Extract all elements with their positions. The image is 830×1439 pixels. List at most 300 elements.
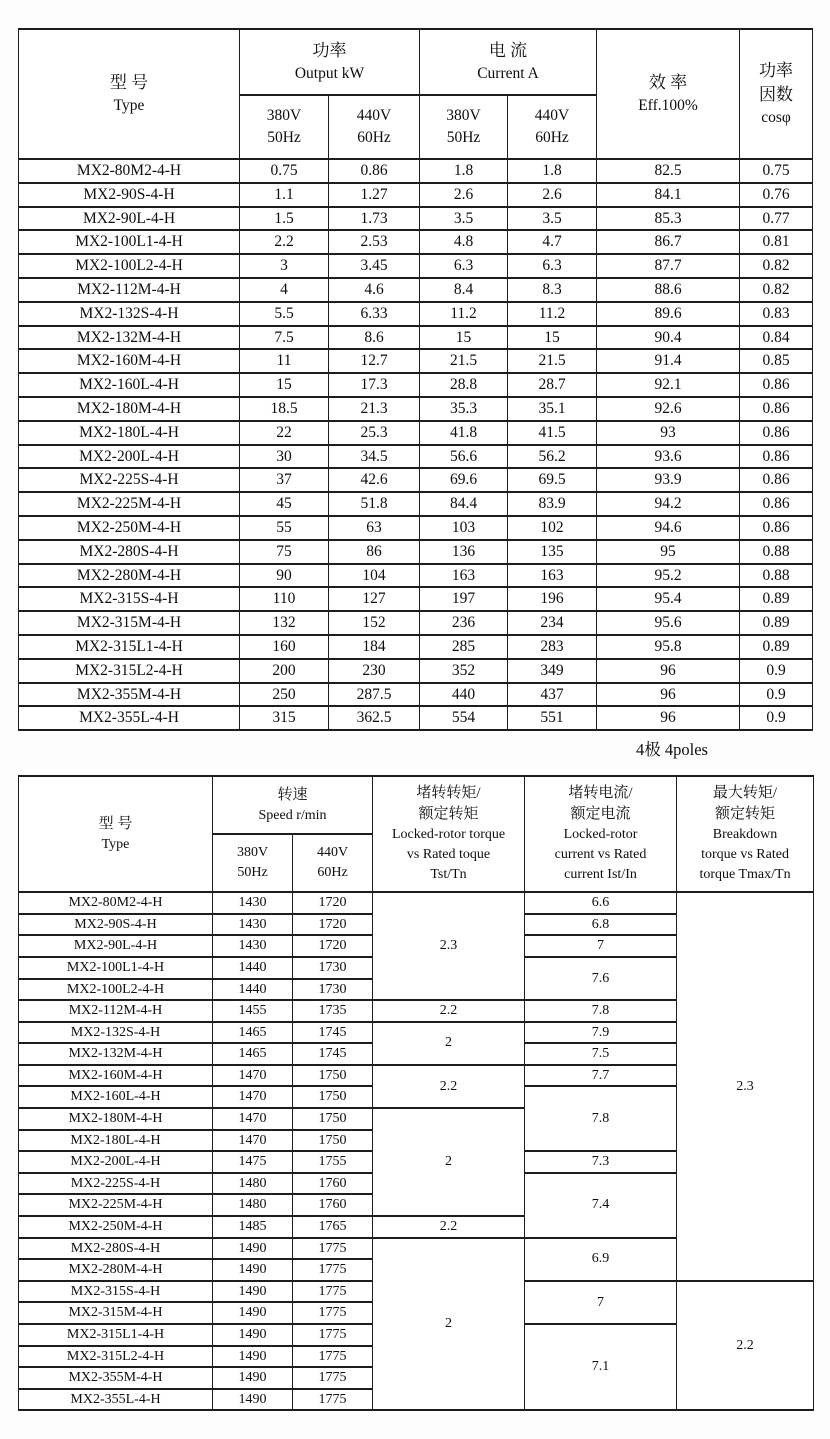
model-cell: MX2-355M-4-H — [19, 683, 240, 707]
ist-in-cell: 7.8 — [525, 1086, 677, 1151]
value-cell: 8.4 — [420, 278, 508, 302]
col-header-locked-rotor-current: 堵转电流/ 额定电流 Locked-rotor current vs Rated current Ist/In — [525, 776, 677, 892]
value-cell: 86 — [329, 540, 420, 564]
speed-torque-table — [18, 775, 814, 1411]
value-cell: 0.82 — [740, 254, 813, 278]
speed-440v-cell: 1750 — [293, 1108, 373, 1130]
ist-in-cell: 7 — [525, 1281, 677, 1324]
value-cell: 92.6 — [597, 397, 740, 421]
value-cell: 21.5 — [508, 349, 597, 373]
value-cell: 2.6 — [420, 183, 508, 207]
model-cell: MX2-200L-4-H — [19, 445, 240, 469]
value-cell: 11.2 — [508, 302, 597, 326]
value-cell: 0.89 — [740, 611, 813, 635]
speed-440v-cell: 1745 — [293, 1022, 373, 1044]
value-cell: 18.5 — [240, 397, 329, 421]
power-current-table-header — [19, 29, 813, 159]
table-row — [19, 349, 813, 373]
value-cell: 6.3 — [420, 254, 508, 278]
value-cell: 3 — [240, 254, 329, 278]
table-row — [19, 207, 813, 231]
value-cell: 197 — [420, 587, 508, 611]
value-cell: 69.6 — [420, 468, 508, 492]
value-cell: 0.89 — [740, 635, 813, 659]
value-cell: 88.6 — [597, 278, 740, 302]
value-cell: 55 — [240, 516, 329, 540]
value-cell: 0.9 — [740, 683, 813, 707]
speed-440v-cell: 1755 — [293, 1151, 373, 1173]
value-cell: 1.27 — [329, 183, 420, 207]
speed-380v-cell: 1465 — [213, 1022, 293, 1044]
speed-380v-cell: 1470 — [213, 1086, 293, 1108]
ist-in-cell: 7.3 — [525, 1151, 677, 1173]
ist-in-cell: 6.6 — [525, 892, 677, 914]
value-cell: 56.6 — [420, 445, 508, 469]
current-label-cn: 电 流 — [488, 41, 528, 60]
model-cell: MX2-180L-4-H — [19, 421, 240, 445]
value-cell: 136 — [420, 540, 508, 564]
value-cell: 110 — [240, 587, 329, 611]
col-header-type — [19, 29, 240, 159]
model-cell: MX2-315L2-4-H — [19, 659, 240, 683]
speed-380v-cell: 1465 — [213, 1043, 293, 1065]
table-row — [19, 659, 813, 683]
cos-label-cn1: 功率 — [759, 61, 793, 80]
value-cell: 63 — [329, 516, 420, 540]
model-cell: MX2-90L-4-H — [19, 207, 240, 231]
value-cell: 28.8 — [420, 373, 508, 397]
speed-440v-cell: 1760 — [293, 1173, 373, 1195]
value-cell: 0.9 — [740, 659, 813, 683]
speed-380v-cell: 1475 — [213, 1151, 293, 1173]
value-cell: 0.88 — [740, 564, 813, 588]
value-cell: 12.7 — [329, 349, 420, 373]
speed-440v-cell: 1775 — [293, 1346, 373, 1368]
value-cell: 42.6 — [329, 468, 420, 492]
model-cell: MX2-315M-4-H — [19, 1302, 213, 1324]
value-cell: 95.8 — [597, 635, 740, 659]
value-cell: 160 — [240, 635, 329, 659]
value-cell: 127 — [329, 587, 420, 611]
model-cell: MX2-100L2-4-H — [19, 254, 240, 278]
type-label-cn: 型 号 — [109, 73, 149, 92]
value-cell: 11.2 — [420, 302, 508, 326]
model-cell: MX2-90L-4-H — [19, 935, 213, 957]
speed-torque-table-body — [19, 892, 814, 1410]
value-cell: 4.7 — [508, 230, 597, 254]
value-cell: 102 — [508, 516, 597, 540]
speed-440v-cell: 1750 — [293, 1065, 373, 1087]
speed-380v-cell: 1490 — [213, 1367, 293, 1389]
col-header-type — [19, 776, 213, 892]
value-cell: 0.86 — [329, 159, 420, 183]
speed-380v-cell: 1490 — [213, 1324, 293, 1346]
value-cell: 0.89 — [740, 587, 813, 611]
ist-in-cell: 7 — [525, 935, 677, 957]
value-cell: 8.3 — [508, 278, 597, 302]
tst-tn-cell: 2.2 — [373, 1000, 525, 1022]
ist-in-cell: 6.8 — [525, 914, 677, 936]
table-row — [19, 373, 813, 397]
col-header-output — [240, 29, 420, 95]
model-cell: MX2-280M-4-H — [19, 564, 240, 588]
model-cell: MX2-160L-4-H — [19, 1086, 213, 1108]
value-cell: 3.45 — [329, 254, 420, 278]
value-cell: 0.85 — [740, 349, 813, 373]
value-cell: 94.6 — [597, 516, 740, 540]
ist-in-cell: 7.4 — [525, 1173, 677, 1238]
model-cell: MX2-180M-4-H — [19, 397, 240, 421]
value-cell: 1.8 — [508, 159, 597, 183]
value-cell: 2.2 — [240, 230, 329, 254]
value-cell: 86.7 — [597, 230, 740, 254]
value-cell: 132 — [240, 611, 329, 635]
value-cell: 184 — [329, 635, 420, 659]
speed-440v-cell: 1750 — [293, 1130, 373, 1152]
power-current-table-body — [19, 159, 813, 730]
value-cell: 25.3 — [329, 421, 420, 445]
value-cell: 85.3 — [597, 207, 740, 231]
col-header-current — [420, 29, 597, 95]
value-cell: 22 — [240, 421, 329, 445]
speed-440v-cell: 1775 — [293, 1281, 373, 1303]
value-cell: 234 — [508, 611, 597, 635]
value-cell: 250 — [240, 683, 329, 707]
value-cell: 163 — [420, 564, 508, 588]
value-cell: 2.53 — [329, 230, 420, 254]
table-row — [19, 183, 813, 207]
model-cell: MX2-132S-4-H — [19, 1022, 213, 1044]
speed-440v-cell: 1775 — [293, 1238, 373, 1260]
col-header-current-440v: 440V 60Hz — [508, 95, 597, 159]
speed-440v-cell: 1730 — [293, 979, 373, 1001]
value-cell: 45 — [240, 492, 329, 516]
value-cell: 69.5 — [508, 468, 597, 492]
col-header-current-380v: 380V 50Hz — [420, 95, 508, 159]
speed-380v-cell: 1430 — [213, 935, 293, 957]
model-cell: MX2-315S-4-H — [19, 1281, 213, 1303]
col-header-locked-rotor-torque: 堵转转矩/ 额定转矩 Locked-rotor torque vs Rated toque Tst/Tn — [373, 776, 525, 892]
value-cell: 89.6 — [597, 302, 740, 326]
current-label-en: Current A — [477, 65, 539, 82]
value-cell: 90.4 — [597, 326, 740, 350]
speed-380v-cell: 1430 — [213, 914, 293, 936]
model-cell: MX2-315L2-4-H — [19, 1346, 213, 1368]
value-cell: 104 — [329, 564, 420, 588]
table-row — [19, 706, 813, 730]
value-cell: 1.5 — [240, 207, 329, 231]
table-row — [19, 683, 813, 707]
value-cell: 0.86 — [740, 397, 813, 421]
speed-380v-cell: 1490 — [213, 1389, 293, 1411]
model-cell: MX2-315M-4-H — [19, 611, 240, 635]
speed-380v-cell: 1470 — [213, 1108, 293, 1130]
model-cell: MX2-132M-4-H — [19, 1043, 213, 1065]
table-row — [19, 159, 813, 183]
value-cell: 35.1 — [508, 397, 597, 421]
value-cell: 0.82 — [740, 278, 813, 302]
ist-in-cell: 7.7 — [525, 1065, 677, 1087]
value-cell: 3.5 — [508, 207, 597, 231]
value-cell: 6.3 — [508, 254, 597, 278]
value-cell: 551 — [508, 706, 597, 730]
header-row-groups — [19, 29, 813, 95]
tst-tn-cell: 2.3 — [373, 892, 525, 1000]
value-cell: 352 — [420, 659, 508, 683]
col-header-output-440v: 440V 60Hz — [329, 95, 420, 159]
value-cell: 0.86 — [740, 421, 813, 445]
output-label-en: Output kW — [294, 65, 365, 82]
value-cell: 3.5 — [420, 207, 508, 231]
table-row — [19, 892, 814, 914]
ist-in-cell: 7.5 — [525, 1043, 677, 1065]
value-cell: 230 — [329, 659, 420, 683]
model-cell: MX2-355M-4-H — [19, 1367, 213, 1389]
value-cell: 315 — [240, 706, 329, 730]
col-header-speed — [213, 776, 373, 834]
speed-torque-table-header — [19, 776, 814, 892]
value-cell: 0.84 — [740, 326, 813, 350]
value-cell: 0.86 — [740, 468, 813, 492]
speed-440v-cell: 1720 — [293, 892, 373, 914]
value-cell: 17.3 — [329, 373, 420, 397]
value-cell: 287.5 — [329, 683, 420, 707]
value-cell: 95 — [597, 540, 740, 564]
model-cell: MX2-315L1-4-H — [19, 1324, 213, 1346]
speed-440v-cell: 1765 — [293, 1216, 373, 1238]
speed-380v-cell: 1480 — [213, 1194, 293, 1216]
speed-380v-cell: 1490 — [213, 1238, 293, 1260]
value-cell: 83.9 — [508, 492, 597, 516]
value-cell: 41.5 — [508, 421, 597, 445]
speed-label-en: Speed r/min — [258, 807, 327, 823]
speed-440v-cell: 1775 — [293, 1302, 373, 1324]
model-cell: MX2-180L-4-H — [19, 1130, 213, 1152]
model-cell: MX2-160M-4-H — [19, 1065, 213, 1087]
table-row — [19, 564, 813, 588]
model-cell: MX2-100L2-4-H — [19, 979, 213, 1001]
value-cell: 285 — [420, 635, 508, 659]
model-cell: MX2-280S-4-H — [19, 1238, 213, 1260]
value-cell: 35.3 — [420, 397, 508, 421]
value-cell: 7.5 — [240, 326, 329, 350]
model-cell: MX2-200L-4-H — [19, 1151, 213, 1173]
value-cell: 0.77 — [740, 207, 813, 231]
value-cell: 95.2 — [597, 564, 740, 588]
speed-380v-cell: 1490 — [213, 1281, 293, 1303]
model-cell: MX2-250M-4-H — [19, 516, 240, 540]
tst-tn-cell: 2 — [373, 1022, 525, 1065]
speed-380v-cell: 1490 — [213, 1346, 293, 1368]
model-cell: MX2-100L1-4-H — [19, 230, 240, 254]
model-cell: MX2-80M2-4-H — [19, 159, 240, 183]
poles-caption: 4极 4poles — [636, 740, 708, 760]
model-cell: MX2-132M-4-H — [19, 326, 240, 350]
tst-tn-cell: 2 — [373, 1238, 525, 1411]
table-row — [19, 516, 813, 540]
speed-380v-cell: 1440 — [213, 979, 293, 1001]
value-cell: 94.2 — [597, 492, 740, 516]
value-cell: 15 — [420, 326, 508, 350]
value-cell: 0.86 — [740, 492, 813, 516]
table-row — [19, 230, 813, 254]
output-label-cn: 功率 — [312, 41, 347, 60]
value-cell: 6.33 — [329, 302, 420, 326]
value-cell: 5.5 — [240, 302, 329, 326]
tst-tn-cell: 2 — [373, 1108, 525, 1216]
speed-440v-cell: 1730 — [293, 957, 373, 979]
value-cell: 0.75 — [740, 159, 813, 183]
model-cell: MX2-160M-4-H — [19, 349, 240, 373]
value-cell: 0.76 — [740, 183, 813, 207]
value-cell: 93.6 — [597, 445, 740, 469]
speed-380v-cell: 1490 — [213, 1302, 293, 1324]
value-cell: 2.6 — [508, 183, 597, 207]
model-cell: MX2-355L-4-H — [19, 1389, 213, 1411]
table-row — [19, 468, 813, 492]
value-cell: 1.8 — [420, 159, 508, 183]
model-cell: MX2-132S-4-H — [19, 302, 240, 326]
model-cell: MX2-90S-4-H — [19, 183, 240, 207]
speed-440v-cell: 1775 — [293, 1367, 373, 1389]
model-cell: MX2-80M2-4-H — [19, 892, 213, 914]
table-row — [19, 587, 813, 611]
speed-380v-cell: 1490 — [213, 1259, 293, 1281]
col-header-speed-380v: 380V 50Hz — [213, 834, 293, 892]
value-cell: 200 — [240, 659, 329, 683]
value-cell: 75 — [240, 540, 329, 564]
value-cell: 196 — [508, 587, 597, 611]
value-cell: 0.83 — [740, 302, 813, 326]
value-cell: 1.73 — [329, 207, 420, 231]
model-cell: MX2-280S-4-H — [19, 540, 240, 564]
col-header-breakdown-torque: 最大转矩/ 额定转矩 Breakdown torque vs Rated torque Tmax/Tn — [677, 776, 814, 892]
value-cell: 152 — [329, 611, 420, 635]
col-header-speed-440v: 440V 60Hz — [293, 834, 373, 892]
col-header-efficiency — [597, 29, 740, 159]
speed-label-cn: 转速 — [277, 786, 308, 803]
col-header-output-380v: 380V 50Hz — [240, 95, 329, 159]
ist-in-cell: 7.9 — [525, 1022, 677, 1044]
speed-380v-cell: 1440 — [213, 957, 293, 979]
model-cell: MX2-90S-4-H — [19, 914, 213, 936]
value-cell: 96 — [597, 659, 740, 683]
speed-440v-cell: 1775 — [293, 1259, 373, 1281]
speed-380v-cell: 1470 — [213, 1065, 293, 1087]
table-row — [19, 492, 813, 516]
tst-tn-cell: 2.2 — [373, 1216, 525, 1238]
value-cell: 0.86 — [740, 516, 813, 540]
speed-440v-cell: 1720 — [293, 914, 373, 936]
model-cell: MX2-280M-4-H — [19, 1259, 213, 1281]
value-cell: 95.4 — [597, 587, 740, 611]
value-cell: 8.6 — [329, 326, 420, 350]
value-cell: 28.7 — [508, 373, 597, 397]
model-cell: MX2-100L1-4-H — [19, 957, 213, 979]
value-cell: 4 — [240, 278, 329, 302]
value-cell: 15 — [240, 373, 329, 397]
value-cell: 0.75 — [240, 159, 329, 183]
value-cell: 362.5 — [329, 706, 420, 730]
table-row — [19, 540, 813, 564]
value-cell: 82.5 — [597, 159, 740, 183]
cos-label-cn2: 因数 — [759, 85, 793, 104]
value-cell: 283 — [508, 635, 597, 659]
value-cell: 51.8 — [329, 492, 420, 516]
value-cell: 0.9 — [740, 706, 813, 730]
value-cell: 135 — [508, 540, 597, 564]
value-cell: 1.1 — [240, 183, 329, 207]
table-row — [19, 278, 813, 302]
value-cell: 349 — [508, 659, 597, 683]
speed-440v-cell: 1745 — [293, 1043, 373, 1065]
value-cell: 84.1 — [597, 183, 740, 207]
model-cell: MX2-225M-4-H — [19, 1194, 213, 1216]
type-label-cn: 型 号 — [98, 815, 133, 832]
value-cell: 93.9 — [597, 468, 740, 492]
value-cell: 56.2 — [508, 445, 597, 469]
speed-380v-cell: 1455 — [213, 1000, 293, 1022]
eff-label-en: Eff.100% — [638, 97, 698, 114]
speed-380v-cell: 1430 — [213, 892, 293, 914]
speed-380v-cell: 1480 — [213, 1173, 293, 1195]
table-row — [19, 326, 813, 350]
table-row — [19, 635, 813, 659]
speed-440v-cell: 1750 — [293, 1086, 373, 1108]
ist-in-cell: 7.8 — [525, 1000, 677, 1022]
eff-label-cn: 效 率 — [648, 73, 688, 92]
model-cell: MX2-112M-4-H — [19, 1000, 213, 1022]
table-row — [19, 611, 813, 635]
value-cell: 236 — [420, 611, 508, 635]
value-cell: 87.7 — [597, 254, 740, 278]
value-cell: 4.8 — [420, 230, 508, 254]
value-cell: 93 — [597, 421, 740, 445]
value-cell: 96 — [597, 706, 740, 730]
value-cell: 554 — [420, 706, 508, 730]
value-cell: 440 — [420, 683, 508, 707]
value-cell: 90 — [240, 564, 329, 588]
value-cell: 163 — [508, 564, 597, 588]
value-cell: 0.81 — [740, 230, 813, 254]
header-row-groups — [19, 776, 814, 834]
model-cell: MX2-315L1-4-H — [19, 635, 240, 659]
power-current-table — [18, 28, 813, 731]
model-cell: MX2-160L-4-H — [19, 373, 240, 397]
tmax-tn-cell: 2.3 — [677, 892, 814, 1281]
model-cell: MX2-225S-4-H — [19, 1173, 213, 1195]
value-cell: 103 — [420, 516, 508, 540]
type-label-en: Type — [101, 836, 130, 852]
table-row — [19, 302, 813, 326]
value-cell: 0.86 — [740, 373, 813, 397]
value-cell: 0.86 — [740, 445, 813, 469]
value-cell: 11 — [240, 349, 329, 373]
speed-380v-cell: 1470 — [213, 1130, 293, 1152]
value-cell: 92.1 — [597, 373, 740, 397]
value-cell: 95.6 — [597, 611, 740, 635]
tst-tn-cell: 2.2 — [373, 1065, 525, 1108]
model-cell: MX2-355L-4-H — [19, 706, 240, 730]
model-cell: MX2-225M-4-H — [19, 492, 240, 516]
model-cell: MX2-250M-4-H — [19, 1216, 213, 1238]
value-cell: 96 — [597, 683, 740, 707]
model-cell: MX2-225S-4-H — [19, 468, 240, 492]
cos-label-en: cosφ — [761, 109, 791, 126]
value-cell: 84.4 — [420, 492, 508, 516]
speed-440v-cell: 1775 — [293, 1389, 373, 1411]
speed-440v-cell: 1760 — [293, 1194, 373, 1216]
